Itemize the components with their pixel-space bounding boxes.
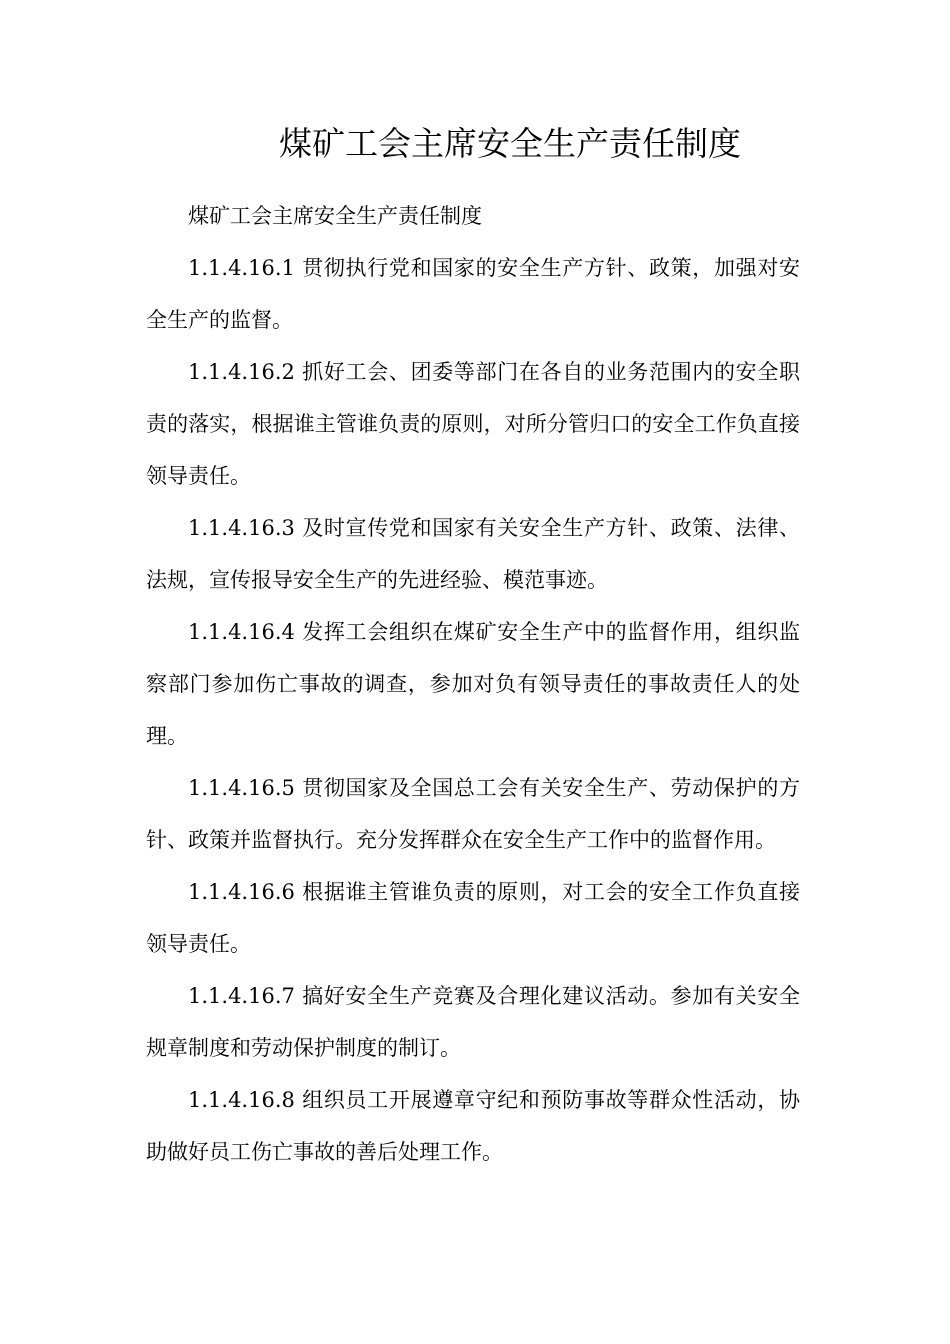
document-title: 煤矿工会主席安全生产责任制度 — [279, 124, 741, 163]
paragraph-clause-6: 1.1.4.16.6 根据谁主管谁负责的原则，对工会的安全工作负直接领导责任。 — [146, 880, 800, 956]
paragraph-clause-3: 1.1.4.16.3 及时宣传党和国家有关安全生产方针、政策、法律、法规，宣传报导安全生产的先进经验、模范事迹。 — [146, 516, 800, 592]
document-body — [146, 190, 800, 1178]
paragraph-clause-1: 1.1.4.16.1 贯彻执行党和国家的安全生产方针、政策，加强对安全生产的监督。 — [146, 256, 800, 332]
paragraph-clause-7: 1.1.4.16.7 搞好安全生产竞赛及合理化建议活动。参加有关安全规章制度和劳动保护制度的制订。 — [146, 984, 800, 1060]
paragraph-clause-8: 1.1.4.16.8 组织员工开展遵章守纪和预防事故等群众性活动，协助做好员工伤亡事故的善后处理工作。 — [146, 1088, 800, 1164]
paragraph-clause-2: 1.1.4.16.2 抓好工会、团委等部门在各自的业务范围内的安全职责的落实，根据谁主管谁负责的原则，对所分管归口的安全工作负直接领导责任。 — [146, 360, 800, 488]
paragraph-heading: 煤矿工会主席安全生产责任制度 — [188, 204, 482, 228]
paragraph-clause-4: 1.1.4.16.4 发挥工会组织在煤矿安全生产中的监督作用，组织监察部门参加伤亡事故的调查，参加对负有领导责任的事故责任人的处理。 — [146, 620, 800, 748]
paragraph-clause-5: 1.1.4.16.5 贯彻国家及全国总工会有关安全生产、劳动保护的方针、政策并监督执行。充分发挥群众在安全生产工作中的监督作用。 — [146, 776, 800, 852]
